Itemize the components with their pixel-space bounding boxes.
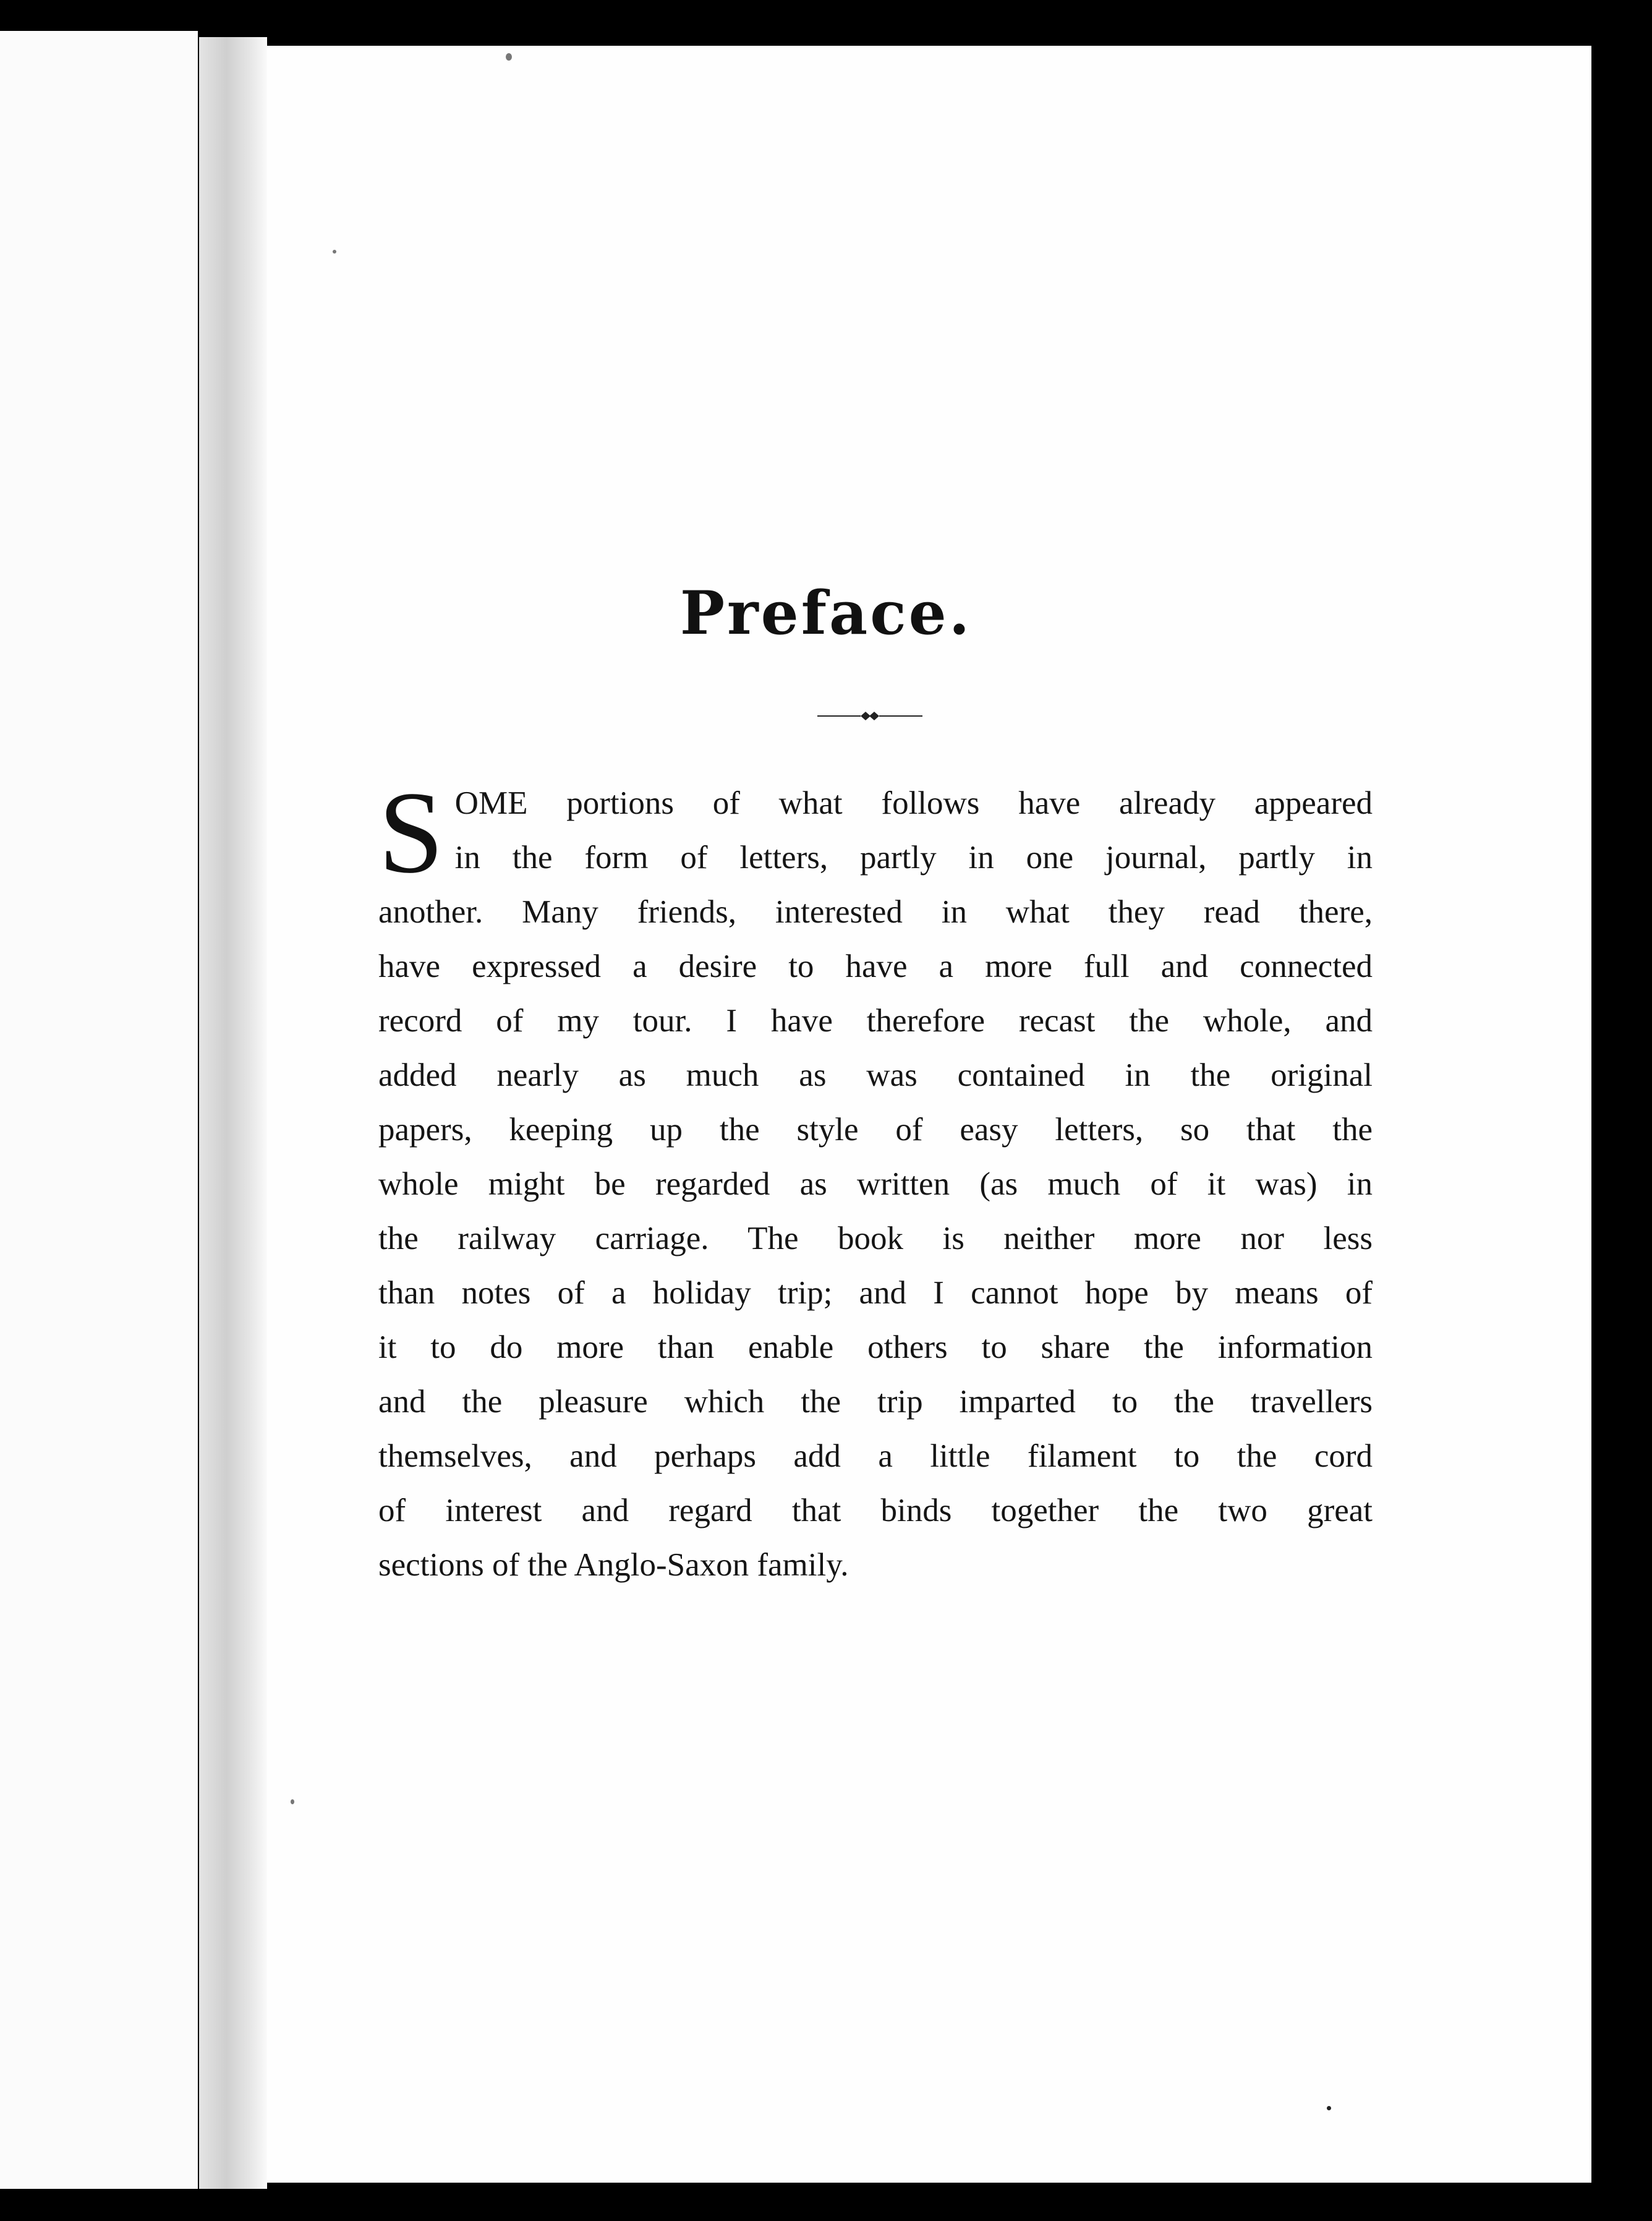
page-title: Preface. <box>679 578 973 648</box>
text-line: sections of the Anglo-Saxon family. <box>378 1547 849 1583</box>
text-line: in the form of letters, partly in one journal, partly in <box>454 840 1373 876</box>
text-line: have expressed a desire to have a more full and connected <box>378 949 1373 984</box>
text-line: whole might be regarded as written (as much of it was) in <box>378 1166 1373 1202</box>
facing-page-edge <box>0 31 198 2189</box>
text-line: another. Many friends, interested in what they read there, <box>378 894 1373 930</box>
title-ornament <box>817 710 922 722</box>
text-line: added nearly as much as was contained in the original <box>378 1057 1373 1093</box>
text-line: papers, keeping up the style of easy letters, so that the <box>378 1112 1373 1148</box>
text-line: themselves, and perhaps add a little filament to the cord <box>378 1438 1373 1474</box>
text-line: of interest and regard that binds together the two great <box>378 1493 1373 1528</box>
text-line: record of my tour. I have therefore recast the whole, and <box>378 1003 1373 1039</box>
text-line: OME portions of what follows have already appeared <box>454 785 1373 821</box>
scan-speck <box>1327 2106 1331 2110</box>
scan-speck <box>506 53 512 61</box>
page-gutter-shadow <box>199 37 267 2189</box>
preface-paragraph <box>378 768 1373 1592</box>
scan-speck <box>333 250 336 254</box>
text-line: it to do more than enable others to share the information <box>378 1329 1373 1365</box>
text-line: the railway carriage. The book is neither more nor less <box>378 1221 1373 1256</box>
drop-cap: S <box>378 768 444 898</box>
scan-speck <box>291 1799 294 1804</box>
text-line: and the pleasure which the trip imparted to the travellers <box>378 1384 1373 1420</box>
text-line: than notes of a holiday trip; and I cannot hope by means of <box>378 1275 1373 1311</box>
